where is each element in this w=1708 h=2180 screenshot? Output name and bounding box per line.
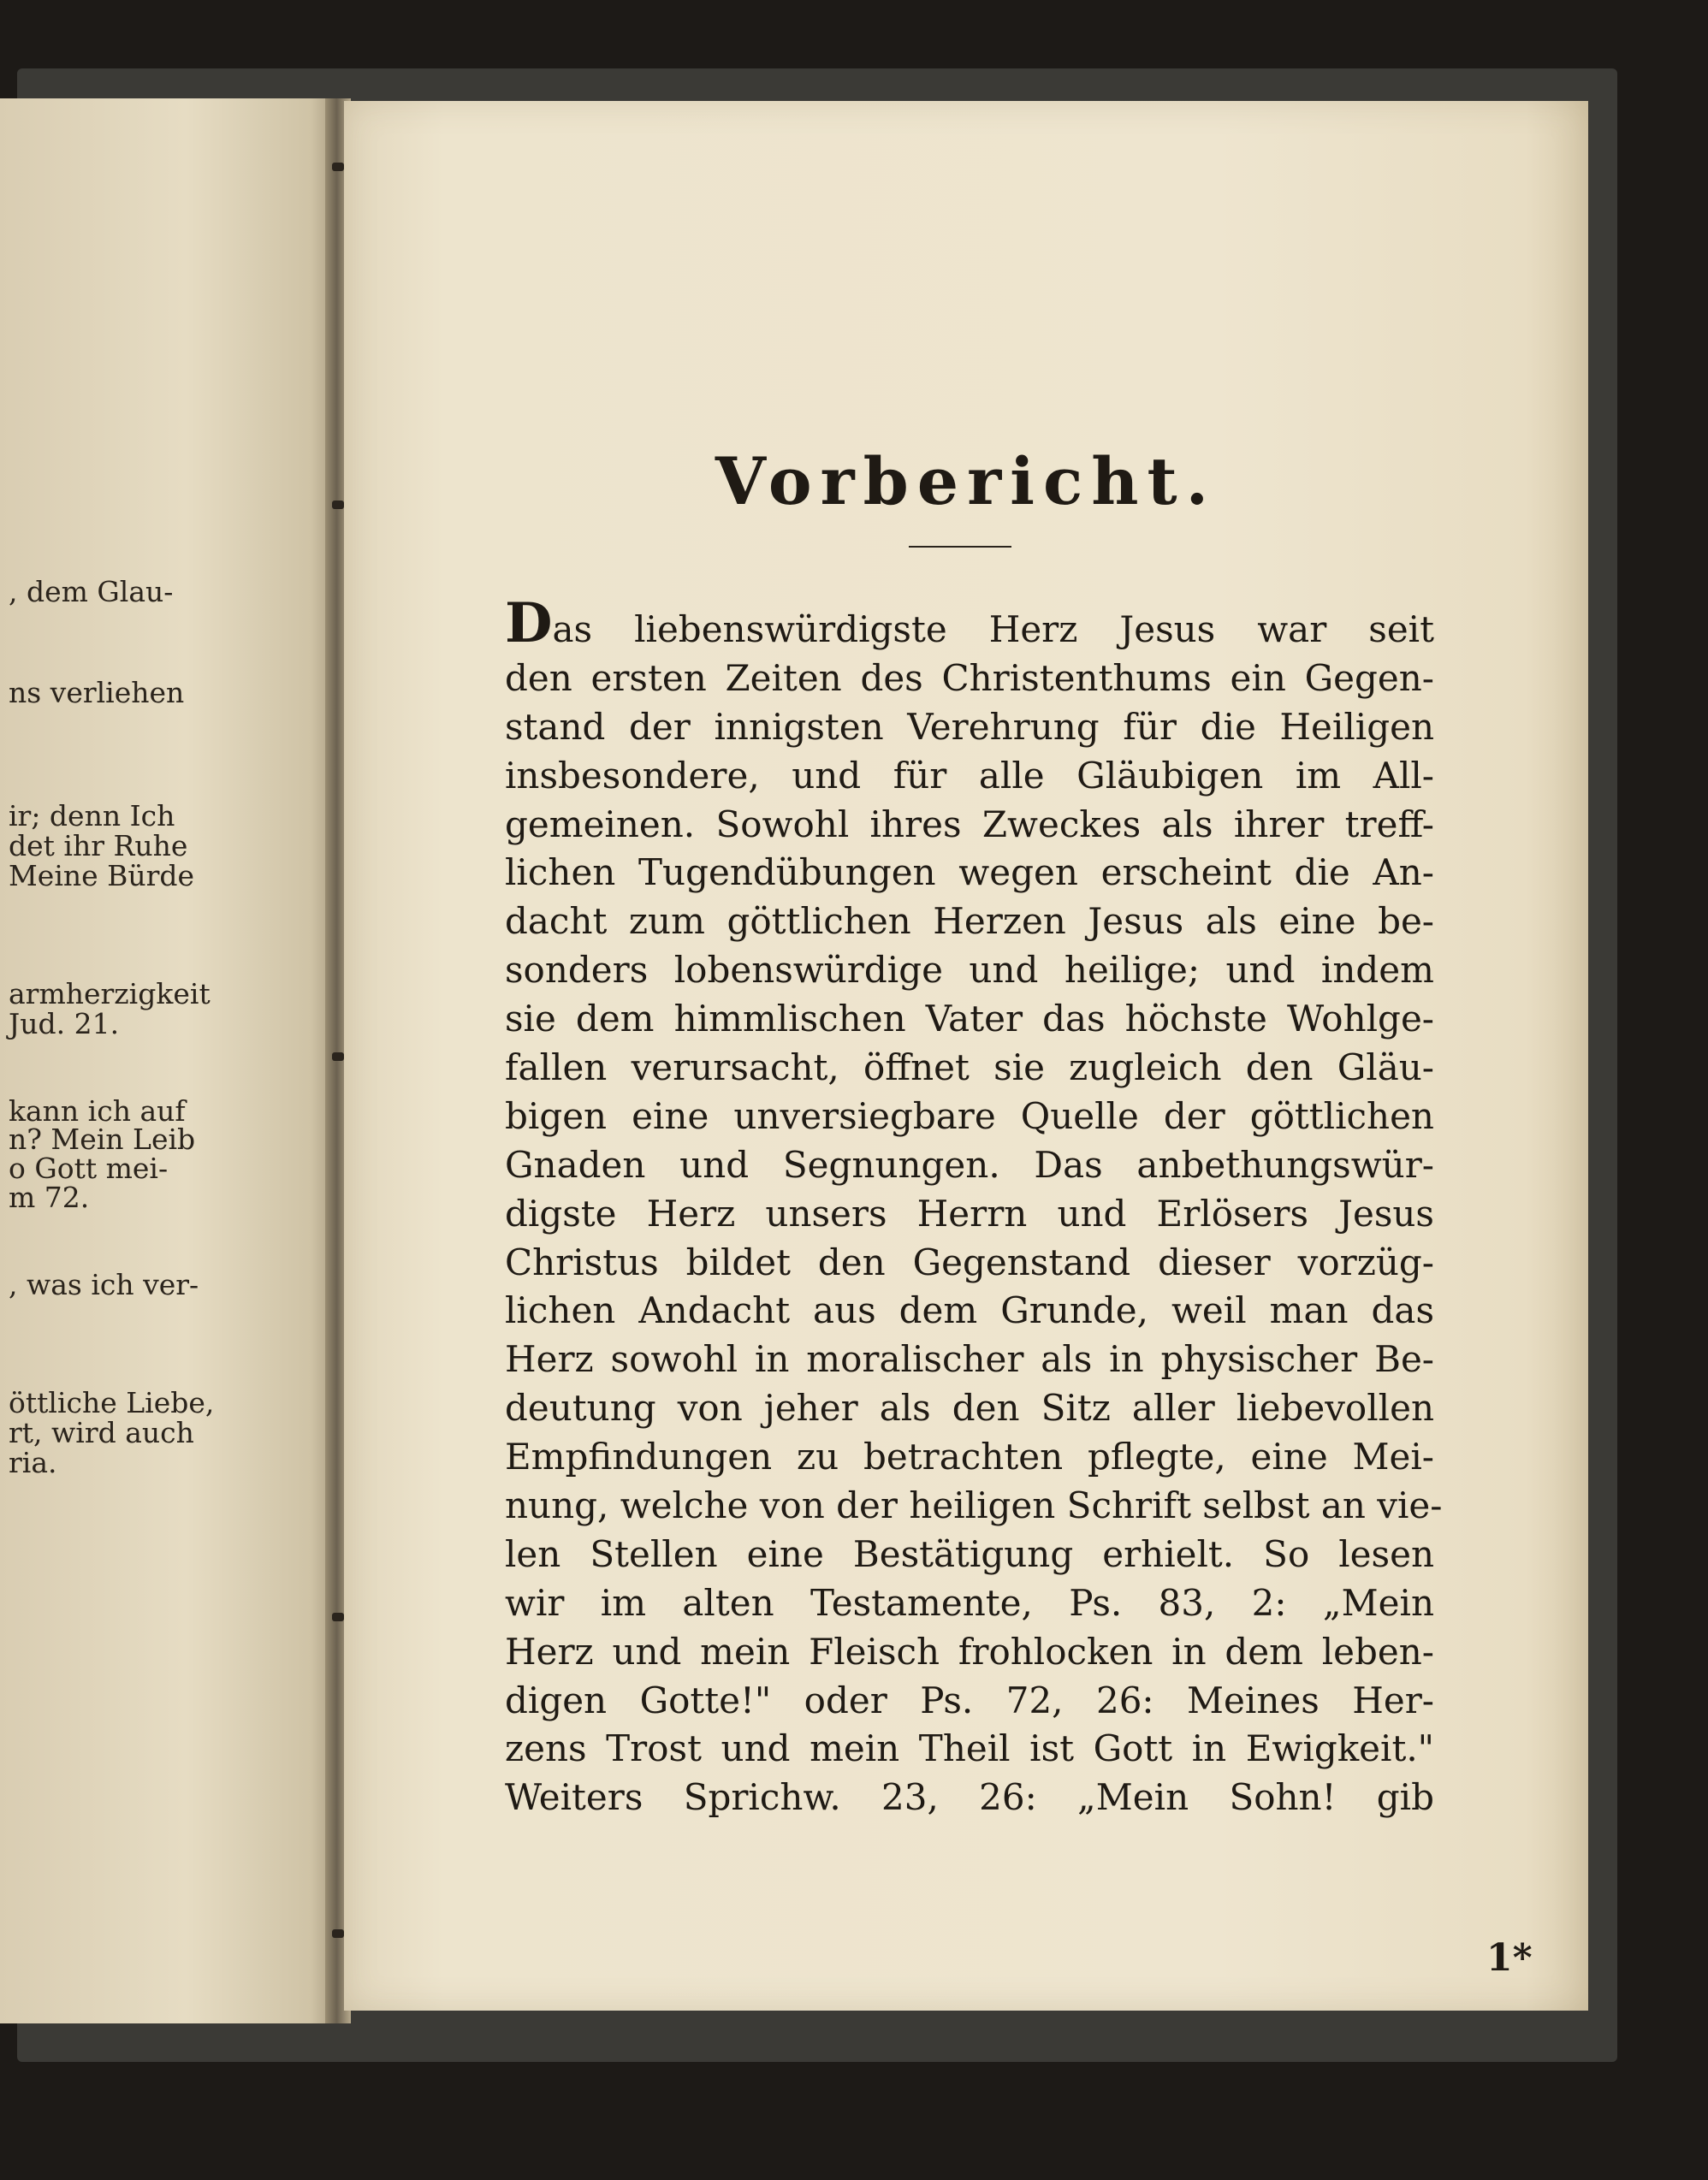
- right-page: [344, 101, 1588, 2011]
- text-line: Empfindungen zu betrachten pflegte, eine Mei-: [505, 1436, 1434, 1478]
- text-line: digste Herz unsers Herrn und Erlösers Jesus: [505, 1192, 1434, 1235]
- left-page-line: armherzigkeit: [9, 977, 211, 1010]
- left-page-line: m 72.: [9, 1181, 90, 1214]
- text-line: sonders lobenswürdige und heilige; und indem: [505, 949, 1434, 992]
- text-line: den ersten Zeiten des Christenthums ein Gegen-: [505, 656, 1434, 699]
- text-line: lichen Andacht aus dem Grunde, weil man das: [505, 1289, 1434, 1332]
- left-page-line: o Gott mei-: [9, 1152, 169, 1185]
- text-line: lichen Tugendübungen wegen erscheint die An-: [505, 851, 1434, 894]
- left-page-line: , was ich ver-: [9, 1268, 199, 1301]
- first-line-text: as liebenswürdigste Herz Jesus war seit: [552, 608, 1434, 650]
- text-line: zens Trost und mein Theil ist Gott in Ewigkeit.": [505, 1727, 1434, 1770]
- text-line: Herz und mein Fleisch frohlocken in dem leben-: [505, 1630, 1434, 1673]
- text-line: stand der innigsten Verehrung für die Heiligen: [505, 705, 1434, 748]
- text-line: Christus bildet den Gegenstand dieser vorzüg-: [505, 1241, 1434, 1283]
- text-line: insbesondere, und für alle Gläubigen im All-: [505, 754, 1434, 797]
- text-line: len Stellen eine Bestätigung erhielt. So lesen: [505, 1532, 1434, 1575]
- left-page-line: Meine Bürde: [9, 859, 195, 892]
- text-line: deutung von jeher als den Sitz aller liebevollen: [505, 1387, 1434, 1430]
- text-line: digen Gotte!" oder Ps. 72, 26: Meines Her-: [505, 1679, 1434, 1721]
- binding-stitch: [332, 1613, 344, 1621]
- text-line: gemeinen. Sowohl ihres Zweckes als ihrer treff-: [505, 803, 1434, 845]
- text-line: nung, welche von der heiligen Schrift selbst an vie-: [505, 1484, 1443, 1527]
- left-page-line: ria.: [9, 1446, 57, 1479]
- binding-stitch: [332, 1929, 344, 1938]
- left-page-line: Jud. 21.: [9, 1007, 120, 1040]
- left-page-line: öttliche Liebe,: [9, 1386, 215, 1419]
- text-line: wir im alten Testamente, Ps. 83, 2: „Mein: [505, 1581, 1434, 1624]
- text-line: bigen eine unversiegbare Quelle der göttlichen: [505, 1094, 1434, 1137]
- left-page-line: , dem Glau-: [9, 575, 174, 608]
- binding-stitch: [332, 501, 344, 509]
- text-line: fallen verursacht, öffnet sie zugleich den Gläu-: [505, 1046, 1434, 1089]
- text-line: dacht zum göttlichen Herzen Jesus als eine be-: [505, 900, 1434, 943]
- title-divider: [909, 546, 1011, 548]
- body-text: [505, 591, 1443, 1822]
- left-page-line: ns verliehen: [9, 676, 185, 709]
- text-line: Weiters Sprichw. 23, 26: „Mein Sohn! gib: [505, 1776, 1434, 1819]
- left-page-line: n? Mein Leib: [9, 1123, 196, 1156]
- binding-stitch: [332, 163, 344, 171]
- page-title: Vorbericht.: [715, 443, 1218, 519]
- left-page-line: ir; denn Ich: [9, 799, 175, 832]
- drop-cap: D: [505, 591, 553, 655]
- left-page-line: kann ich auf: [9, 1094, 186, 1128]
- left-page-line: det ihr Ruhe: [9, 829, 188, 862]
- left-page-line: rt, wird auch: [9, 1416, 194, 1449]
- text-line: Gnaden und Segnungen. Das anbethungswür-: [505, 1143, 1434, 1186]
- signature-mark: 1*: [1486, 1936, 1533, 1980]
- text-line: [505, 591, 1434, 655]
- left-page: [0, 98, 338, 2023]
- text-line: Herz sowohl in moralischer als in physischer Be-: [505, 1338, 1434, 1381]
- text-line: sie dem himmlischen Vater das höchste Wohlge-: [505, 998, 1434, 1040]
- binding-stitch: [332, 1052, 344, 1061]
